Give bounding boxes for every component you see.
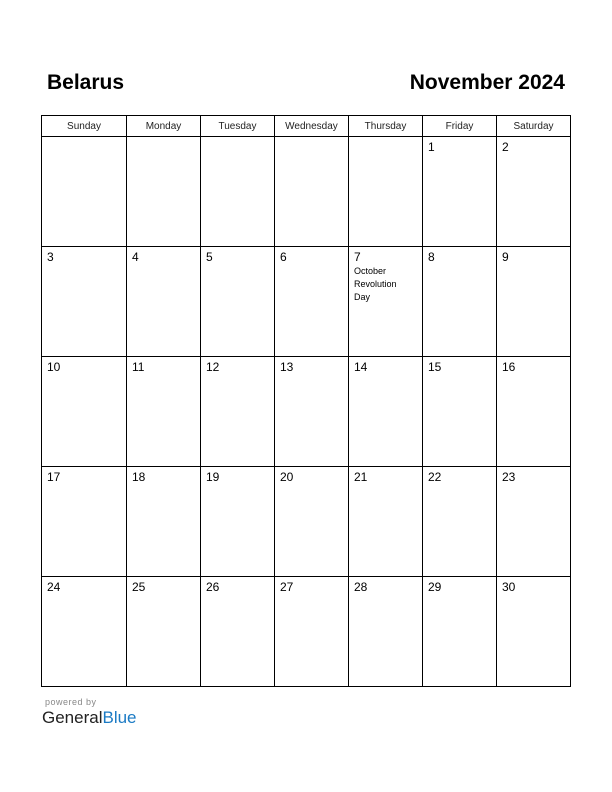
weekday-header: Wednesday [275,116,349,137]
day-cell [42,137,127,247]
day-number: 9 [502,250,509,264]
logo-blue: Blue [102,708,137,727]
week-row [42,137,571,247]
day-number: 15 [428,360,442,374]
day-number: 7 [354,250,361,264]
weekday-header: Saturday [497,116,571,137]
day-cell [275,247,349,357]
day-number [127,137,200,140]
calendar-grid [41,115,571,687]
day-cell [201,577,275,687]
day-cell [42,467,127,577]
day-cell [201,247,275,357]
week-row [42,577,571,687]
day-cell [497,137,571,247]
day-number: 28 [354,580,368,594]
day-number: 3 [47,250,54,264]
day-number [201,137,274,140]
day-cell [42,577,127,687]
day-number: 4 [132,250,139,264]
day-cell [275,357,349,467]
day-cell [42,247,127,357]
day-number: 29 [428,580,442,594]
day-number: 5 [206,250,213,264]
day-cell [127,357,201,467]
day-number: 24 [47,580,61,594]
day-cell [423,247,497,357]
weekday-header: Friday [423,116,497,137]
country-title: Belarus [47,71,125,94]
day-number: 23 [502,470,516,484]
day-cell [127,247,201,357]
day-number: 17 [47,470,61,484]
day-number: 13 [280,360,294,374]
day-number: 19 [206,470,220,484]
day-cell [275,137,349,247]
week-row [42,357,571,467]
day-cell [497,247,571,357]
day-number: 18 [132,470,146,484]
weekday-header: Thursday [349,116,423,137]
day-number: 16 [502,360,516,374]
day-number: 12 [206,360,220,374]
day-number: 14 [354,360,368,374]
day-cell [497,357,571,467]
day-cell [201,137,275,247]
day-cell [423,467,497,577]
generalblue-logo[interactable] [42,708,137,728]
day-cell [127,467,201,577]
weekday-header: Tuesday [201,116,275,137]
day-cell [127,137,201,247]
day-number: 21 [354,470,368,484]
day-cell [423,577,497,687]
week-row [42,247,571,357]
day-cell [349,137,423,247]
day-cell [201,357,275,467]
day-cell [42,357,127,467]
weekday-header: Monday [127,116,201,137]
day-cell [497,577,571,687]
day-cell [275,467,349,577]
powered-by-text: powered by [45,697,97,707]
day-cell [201,467,275,577]
day-cell [423,357,497,467]
day-number: 25 [132,580,146,594]
day-number: 11 [132,360,145,374]
day-cell [497,467,571,577]
day-number: 22 [428,470,442,484]
day-number: 27 [280,580,294,594]
day-cell [127,577,201,687]
day-cell [349,577,423,687]
day-number: 20 [280,470,294,484]
day-cell [349,467,423,577]
day-cell [423,137,497,247]
holiday-label: October Revolution Day [354,266,397,302]
day-cell [349,357,423,467]
day-number: 10 [47,360,61,374]
day-number: 6 [280,250,287,264]
day-number [349,137,422,140]
day-number: 30 [502,580,516,594]
weekday-header: Sunday [42,116,127,137]
day-cell [275,577,349,687]
day-number: 8 [428,250,435,264]
day-number: 2 [502,140,509,154]
month-title: November 2024 [409,71,565,94]
day-number: 1 [428,140,435,154]
week-row [42,467,571,577]
day-number [42,137,126,140]
day-cell [349,247,423,357]
logo-general: General [42,708,103,727]
day-number [275,137,348,140]
day-number: 26 [206,580,220,594]
